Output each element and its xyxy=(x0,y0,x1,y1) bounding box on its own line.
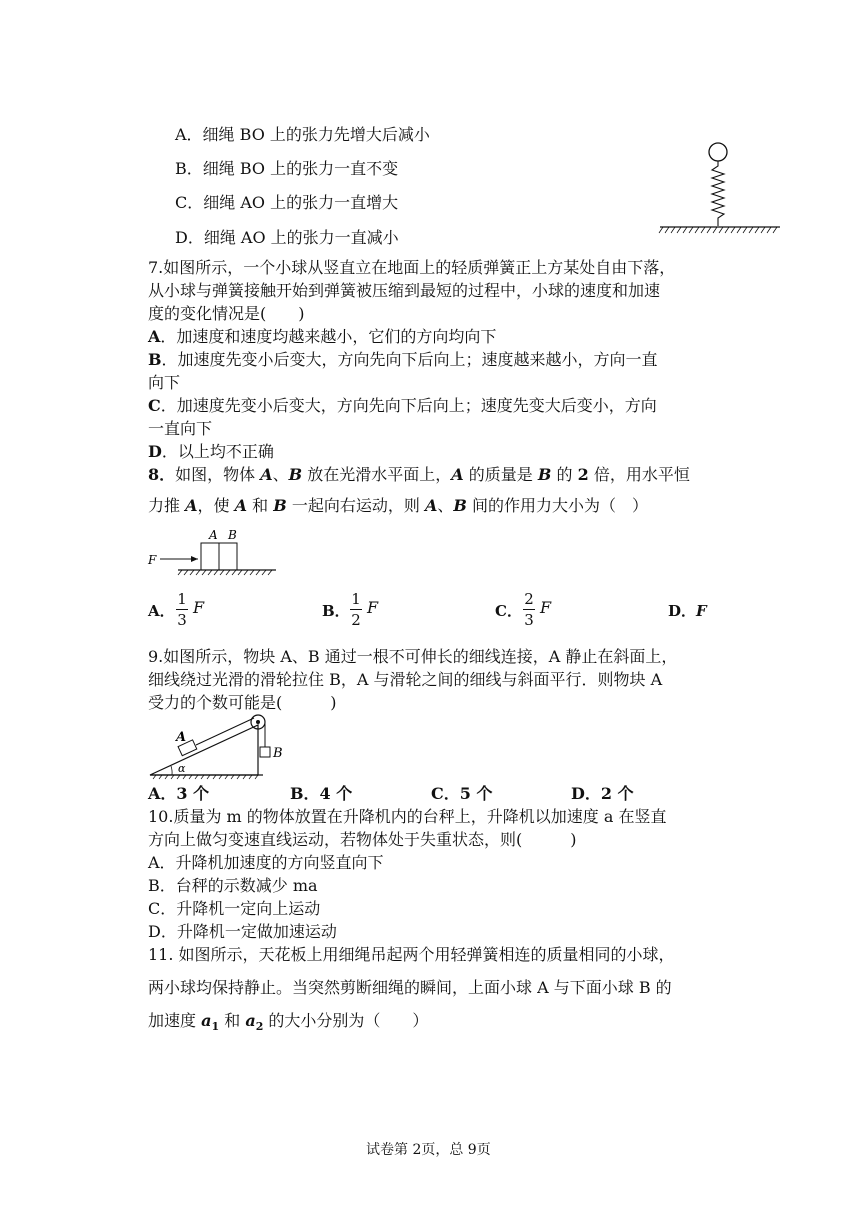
block-label-a: A xyxy=(209,528,218,542)
q7-option-d: D．以上均不正确 xyxy=(148,442,274,461)
q10-stem-line-1: 10.质量为 m 的物体放置在升降机内的台秤上，升降机以加速度 a 在竖直 xyxy=(148,807,667,826)
q9-stem-line-1: 9.如图所示，物块 A、B 通过一根不可伸长的细线连接，A 静止在斜面上， xyxy=(148,647,678,666)
q9-option-b: B．4 个 xyxy=(290,784,353,803)
q7-stem-line-3: 度的变化情况是( ) xyxy=(148,304,305,323)
incline-label-alpha: α xyxy=(178,762,186,775)
q9-option-a: A．3 个 xyxy=(148,784,210,803)
q11-stem-line-2: 两小球均保持静止。当突然剪断细绳的瞬间，上面小球 A 与下面小球 B 的 xyxy=(148,978,672,997)
q10-option-c: C．升降机一定向上运动 xyxy=(148,899,321,918)
q8-option-b-fraction: 1 2 xyxy=(351,590,361,629)
q8-option-a-letter: A． xyxy=(148,602,175,620)
q6-option-d: D．细绳 AO 上的张力一直减小 xyxy=(175,228,399,247)
page-footer: 试卷第 2页，总 9页 xyxy=(366,1142,491,1158)
q9-option-d: D．2 个 xyxy=(571,784,634,803)
q8-option-a-fraction: 1 3 xyxy=(177,590,187,629)
q11-stem-line-3: 加速度 $a_1$ 和 $a_2$ 的大小分别为（ ） xyxy=(148,1011,429,1034)
q9-option-c: C．5 个 xyxy=(431,784,493,803)
q8-option-c-letter: C． xyxy=(495,602,522,620)
q7-option-b: B．加速度先变小后变大，方向先向下后向上；速度越来越小，方向一直 xyxy=(148,350,658,369)
q8-option-c-var: F xyxy=(540,598,552,617)
force-label-f: F xyxy=(148,553,157,567)
q10-option-b: B．台秤的示数减少 ma xyxy=(148,876,318,895)
q8-option-d: D．F xyxy=(668,602,707,620)
q11-stem-line-1: 11. 如图所示，天花板上用细绳吊起两个用轻弹簧相连的质量相同的小球， xyxy=(148,945,675,964)
q7-stem-line-2: 从小球与弹簧接触开始到弹簧被压缩到最短的过程中，小球的速度和加速 xyxy=(148,281,661,300)
q6-option-a: A．细绳 BO 上的张力先增大后减小 xyxy=(175,125,430,144)
q7-stem-line-1: 7.如图所示，一个小球从竖直立在地面上的轻质弹簧正上方某处自由下落， xyxy=(148,258,676,277)
q7-option-a: A．加速度和速度均越来越小，它们的方向均向下 xyxy=(148,327,497,346)
q6-option-c: C．细绳 AO 上的张力一直增大 xyxy=(175,193,399,212)
q8-option-b-var: F xyxy=(367,598,379,617)
spring-ball-figure xyxy=(655,140,785,240)
q7-option-c-cont: 一直向下 xyxy=(148,419,213,438)
q7-option-b-cont: 向下 xyxy=(148,373,181,392)
blocks-figure xyxy=(148,525,278,580)
q7-option-c: C．加速度先变小后变大，方向先向下后向上；速度先变大后变小，方向 xyxy=(148,396,657,415)
q10-option-a: A．升降机加速度的方向竖直向下 xyxy=(148,853,384,872)
q9-stem-line-3: 受力的个数可能是( ) xyxy=(148,693,337,712)
q8-option-a-var: F xyxy=(193,598,205,617)
q10-stem-line-2: 方向上做匀变速直线运动，若物体处于失重状态，则( ) xyxy=(148,830,577,849)
q9-stem-line-2: 细线绕过光滑的滑轮拉住 B，A 与滑轮之间的细线与斜面平行．则物块 A xyxy=(148,670,663,689)
q6-option-b: B．细绳 BO 上的张力一直不变 xyxy=(175,159,399,178)
incline-label-a: A xyxy=(176,730,187,745)
q8-option-b-letter: B． xyxy=(322,602,350,620)
q10-option-d: D．升降机一定做加速运动 xyxy=(148,922,337,941)
block-label-b: B xyxy=(228,528,237,542)
incline-pulley-figure xyxy=(148,713,288,779)
q8-option-c-fraction: 2 3 xyxy=(524,590,534,629)
q8-stem-line-1: 8．如图，物体 A、B 放在光滑水平面上，A 的质量是 B 的 2 倍，用水平恒 xyxy=(148,465,690,484)
incline-label-b: B xyxy=(273,746,283,761)
q8-stem-line-2: 力推 A，使 A 和 B 一起向右运动，则 A、B 间的作用力大小为（ ） xyxy=(148,496,648,515)
